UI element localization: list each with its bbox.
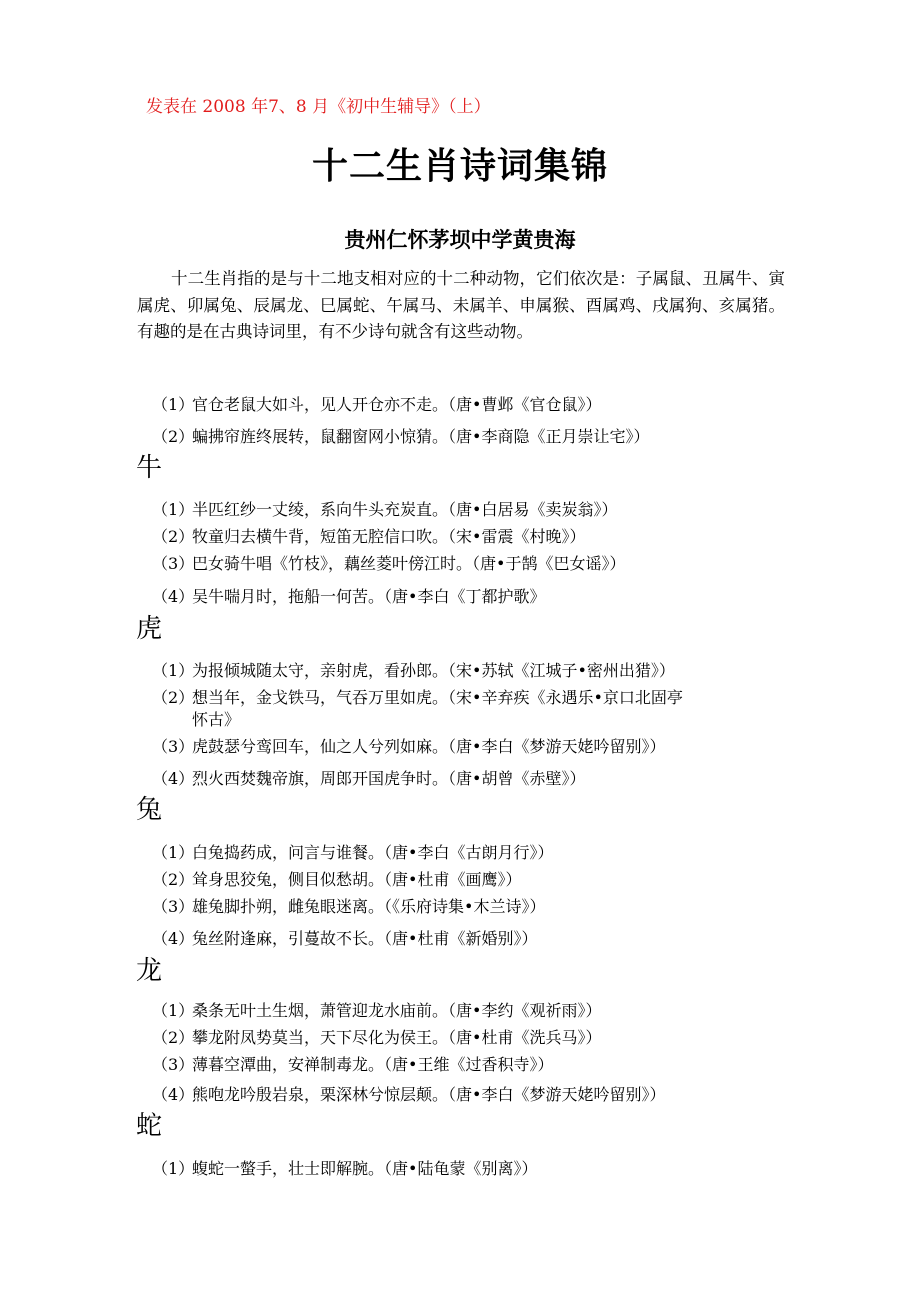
ox-verse-4	[152, 586, 792, 608]
ox-verse-1	[152, 499, 792, 521]
verse-number: （4）	[152, 587, 195, 606]
verse-number: （3）	[152, 897, 195, 916]
rat-verse-1	[152, 394, 792, 416]
verse-number: （2）	[152, 870, 195, 889]
verse-number: （4）	[152, 769, 195, 788]
publication-note: 发表在 2008 年7、8 月《初中生辅导》（上）	[146, 97, 491, 117]
verse-number: （1）	[152, 500, 195, 519]
verse-text: 吴牛喘月时，拖船一何苦。（唐•李白《丁都护歌》	[192, 587, 546, 606]
verse-text: 牧童归去横牛背，短笛无腔信口吹。（宋•雷震《村晚》）	[192, 527, 586, 546]
verse-text: 蝙拂帘旌终展转，鼠翻窗网小惊猜。（唐•李商隐《正月崇让宅》）	[192, 427, 650, 446]
verse-number: （4）	[152, 929, 195, 948]
verse-text: 为报倾城随太守，亲射虎，看孙郎。（宋•苏轼《江城子•密州出猎》）	[192, 661, 675, 680]
verse-text: 雄兔脚扑朔，雌兔眼迷离。（《乐府诗集•木兰诗》）	[192, 897, 546, 916]
dragon-verse-2	[152, 1027, 792, 1049]
verse-number: （1）	[152, 395, 195, 414]
snake-verse-1	[152, 1158, 792, 1180]
verse-text: 想当年，金戈铁马，气吞万里如虎。（宋•辛弃疾《永遇乐•京口北固亭	[192, 688, 683, 707]
section-heading-ox: 牛	[136, 453, 163, 483]
rat-verse-2	[152, 426, 792, 448]
tiger-verse-3	[152, 736, 792, 758]
tiger-verse-1	[152, 660, 792, 682]
verse-number: （2）	[152, 1028, 195, 1047]
rabbit-verse-1	[152, 842, 792, 864]
verse-number: （3）	[152, 1055, 195, 1074]
section-heading-dragon: 龙	[136, 956, 163, 986]
verse-text: 巴女骑牛唱《竹枝》，藕丝菱叶傍江时。（唐•于鹄《巴女谣》）	[192, 554, 626, 573]
verse-number: （1）	[152, 661, 195, 680]
verse-number: （2）	[152, 427, 195, 446]
verse-number: （1）	[152, 843, 195, 862]
ox-verse-3	[152, 553, 792, 575]
verse-text: 官仓老鼠大如斗，见人开仓亦不走。（唐•曹邺《官仓鼠》）	[192, 395, 602, 414]
verse-text: 耸身思狡兔，侧目似愁胡。（唐•杜甫《画鹰》）	[192, 870, 522, 889]
rabbit-verse-2	[152, 869, 792, 891]
intro-paragraph: 十二生肖指的是与十二地支相对应的十二种动物，它们依次是：子属鼠、丑属牛、寅属虎、卯属兔、辰属龙、巳属蛇、午属马、未属羊、申属猴、酉属鸡、戌属狗、亥属猪。有趣的是在古典诗词里，有不少诗句就含有这些动物。	[137, 269, 785, 341]
verse-number: （3）	[152, 554, 195, 573]
dragon-verse-1	[152, 1000, 792, 1022]
dragon-verse-4	[152, 1084, 792, 1106]
verse-number: （1）	[152, 1159, 195, 1178]
verse-number: （2）	[152, 527, 195, 546]
verse-text: 烈火西焚魏帝旗，周郎开国虎争时。（唐•胡曾《赤壁》）	[192, 769, 586, 788]
verse-text: 薄暮空潭曲，安禅制毒龙。（唐•王维《过香积寺》）	[192, 1055, 554, 1074]
verse-text: 白兔捣药成，问言与谁餐。（唐•李白《古朗月行》）	[192, 843, 554, 862]
page-title: 十二生肖诗词集锦	[311, 146, 608, 187]
verse-text: 攀龙附凤势莫当，天下尽化为侯王。（唐•杜甫《洗兵马》）	[192, 1028, 602, 1047]
verse-text-continued: 怀古》	[192, 710, 241, 729]
tiger-verse-4	[152, 768, 792, 790]
section-heading-snake: 蛇	[136, 1111, 163, 1141]
verse-number: （4）	[152, 1085, 195, 1104]
rabbit-verse-4	[152, 928, 792, 950]
verse-text: 桑条无叶土生烟，萧管迎龙水庙前。（唐•李约《观祈雨》）	[192, 1001, 602, 1020]
verse-number: （2）	[152, 688, 195, 707]
verse-text: 蝮蛇一螫手，壮士即解腕。（唐•陆龟蒙《别离》）	[192, 1159, 538, 1178]
section-heading-rabbit: 兔	[136, 795, 163, 825]
verse-number: （3）	[152, 737, 195, 756]
dragon-verse-3	[152, 1054, 792, 1076]
verse-number: （1）	[152, 1001, 195, 1020]
verse-text: 兔丝附逢麻，引蔓故不长。（唐•杜甫《新婚别》）	[192, 929, 538, 948]
tiger-verse-2	[152, 687, 792, 731]
verse-text: 熊咆龙吟殷岩泉，栗深林兮惊层颠。（唐•李白《梦游天姥吟留别》）	[192, 1085, 666, 1104]
author-line: 贵州仁怀茅坝中学黄贵海	[344, 228, 576, 252]
ox-verse-2	[152, 526, 792, 548]
section-heading-tiger: 虎	[136, 614, 163, 644]
rabbit-verse-3	[152, 896, 792, 918]
verse-text: 虎鼓瑟兮鸾回车，仙之人兮列如麻。（唐•李白《梦游天姥吟留别》）	[192, 737, 666, 756]
verse-text: 半匹红纱一丈绫，系向牛头充炭直。（唐•白居易《卖炭翁》）	[192, 500, 618, 519]
